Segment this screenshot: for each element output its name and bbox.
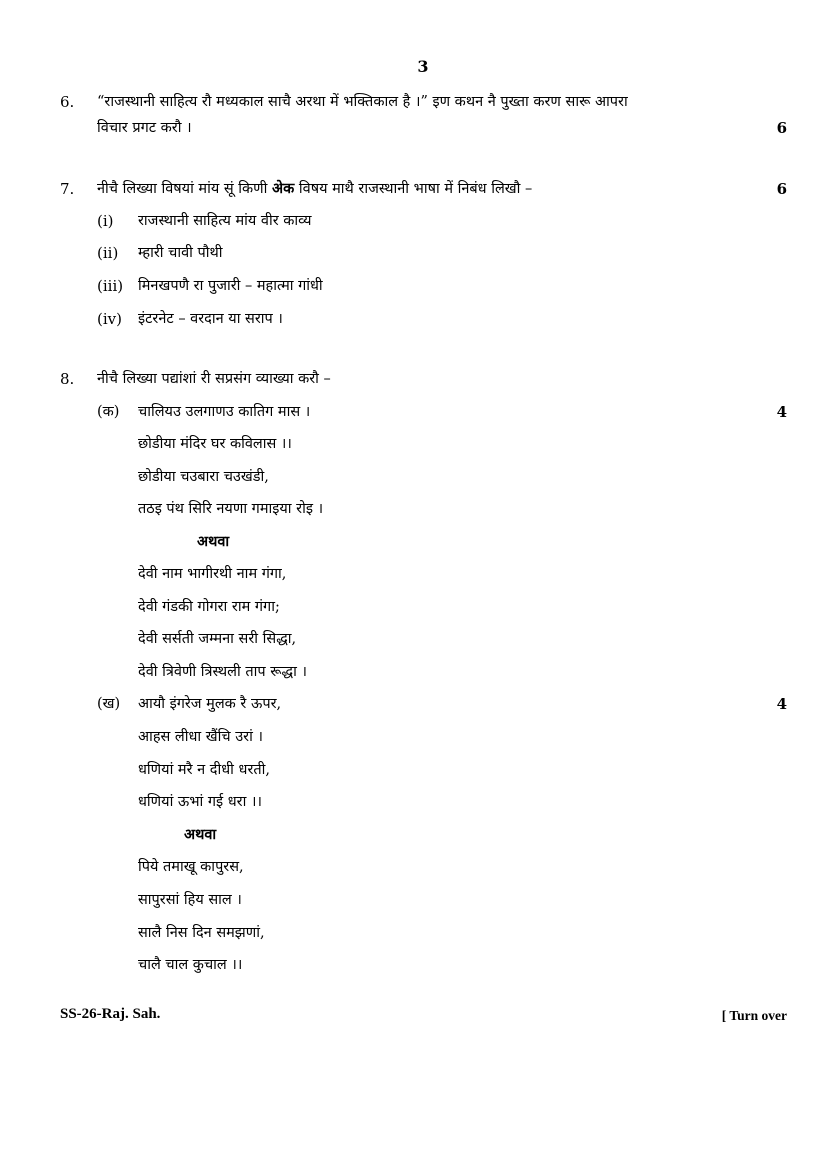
paper-code: SS-26-Raj. Sah.	[60, 1006, 161, 1022]
option-text: मिनखपणै रा पुजारी – महात्मा गांधी	[138, 278, 323, 294]
verse-line: धणियां ऊभां गई धरा ।।	[138, 794, 262, 810]
verse-line: चालियउ उलगाणउ कातिग मास ।	[138, 404, 311, 420]
part-b-marks: 4	[776, 695, 787, 713]
option-label: (iii)	[97, 277, 124, 295]
verse-line: चालै चाल कुचाल ।।	[138, 957, 243, 973]
verse-line: देवी नाम भागीरथी नाम गंगा,	[138, 566, 287, 582]
option-text: इंटरनेट – वरदान या सराप ।	[138, 311, 283, 327]
question-8-prompt: नीचै लिख्या पद्यांशां री सप्रसंग व्याख्या करौ –	[97, 371, 331, 387]
verse-line: धणियां मरै न दीधी धरती,	[138, 762, 271, 778]
question-7-prompt-after: विषय माथै राजस्थानी भाषा में निबंध लिखौ –	[298, 181, 533, 197]
option-label: (iv)	[97, 310, 122, 328]
option-label: (i)	[97, 212, 114, 230]
option-text: राजस्थानी साहित्य मांय वीर काव्य	[138, 213, 312, 229]
question-7-prompt-bold: अेक	[272, 180, 295, 197]
verse-line: छोडीया मंदिर घर कविलास ।।	[138, 436, 292, 452]
question-7-marks: 6	[776, 180, 787, 198]
question-8-number: 8.	[60, 370, 75, 388]
verse-line: सापुरसां हिय साल ।	[138, 892, 242, 908]
part-a-label: (क)	[97, 404, 120, 420]
question-6-text-line1: “राजस्थानी साहित्य रौ मध्यकाल साचै अरथा में भक्तिकाल है ।” इण कथन नै पुख्ता करण सारू आपरा	[97, 94, 628, 110]
part-b-or-label: अथवा	[184, 826, 217, 843]
turn-over-note: [ Turn over	[721, 1008, 787, 1023]
verse-line: आहस लीधा खैंचि उरां ।	[138, 729, 263, 745]
verse-line: तठइ पंथ सिरि नयणा गमाइया रोइ ।	[138, 501, 324, 517]
verse-line: आयौ इंगरेज मुलक रै ऊपर,	[138, 696, 282, 712]
question-7-number: 7.	[60, 180, 75, 198]
option-label: (ii)	[97, 244, 119, 262]
verse-line: सालै निस दिन समझणां,	[138, 925, 265, 941]
verse-line: देवी त्रिवेणी त्रिस्थली ताप रूद्धा ।	[138, 664, 307, 680]
part-a-or-label: अथवा	[197, 533, 230, 550]
option-text: म्हारी चावी पौथी	[138, 245, 223, 261]
part-b-label: (ख)	[97, 696, 121, 712]
part-a-marks: 4	[776, 403, 787, 421]
question-7-prompt-before: नीचै लिख्या विषयां मांय सूं किणी	[97, 181, 268, 197]
verse-line: देवी सर्सती जम्मना सरी सिद्धा,	[138, 631, 297, 647]
verse-line: छोडीया चउबारा चउखंडी,	[138, 469, 269, 485]
question-6-number: 6.	[60, 93, 75, 111]
question-6-marks: 6	[776, 119, 787, 137]
verse-line: पिये तमाखू कापुरस,	[138, 859, 244, 875]
question-6-text-line2: विचार प्रगट करौ ।	[97, 120, 192, 136]
verse-line: देवी गंडकी गोगरा राम गंगा;	[138, 599, 280, 615]
page-number: 3	[417, 57, 429, 76]
question-7-prompt	[97, 179, 532, 199]
